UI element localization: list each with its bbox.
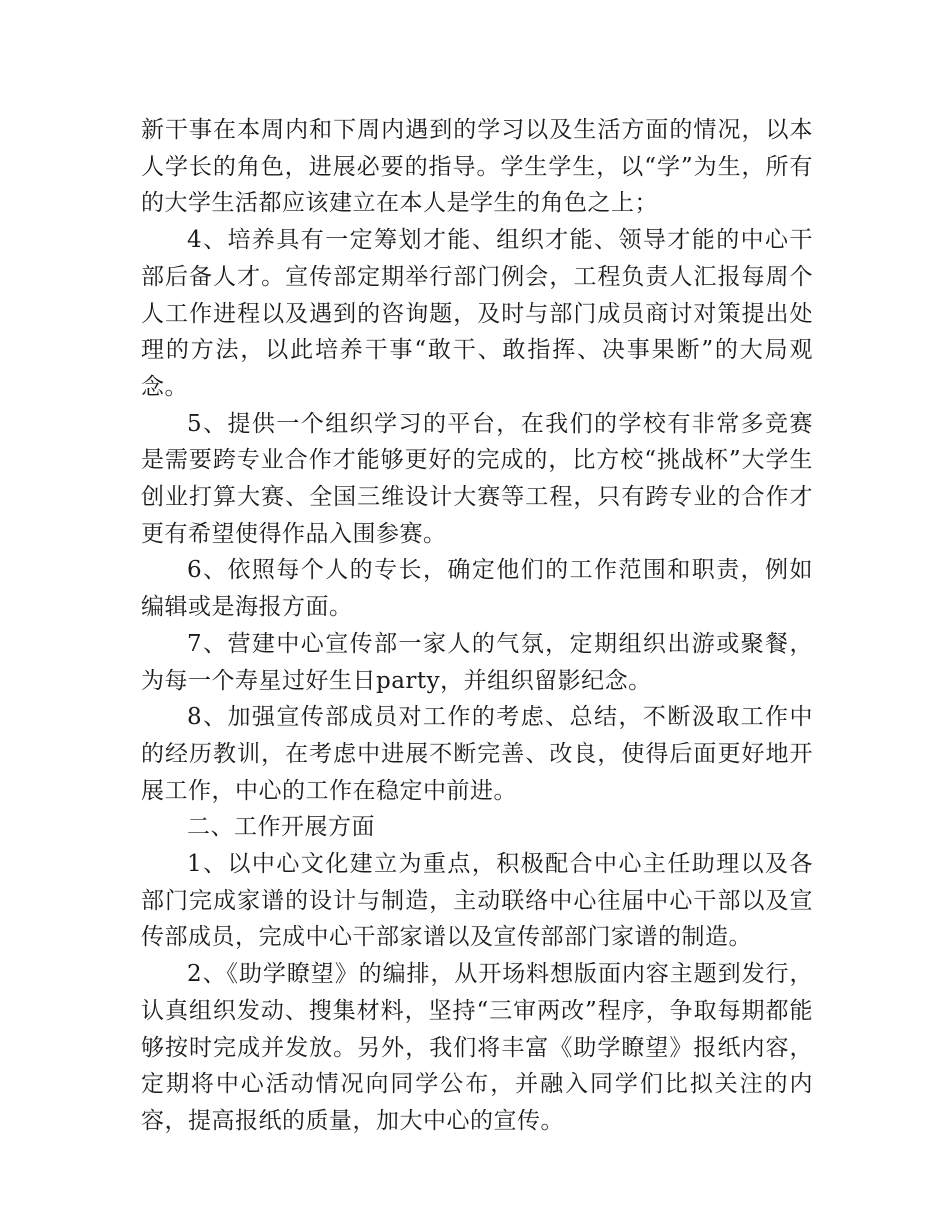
document-body — [141, 112, 813, 1140]
paragraph-item-6: 6、依照每个人的专长，确定他们的工作范围和职责，例如编辑或是海报方面。 — [141, 557, 813, 621]
paragraph-section2-item-2: 2、《助学瞭望》的编排，从开场料想版面内容主题到发行，认真组织发动、搜集材料，坚持“三审两改”程序，争取每期都能够按时完成并发放。另外，我们将丰富《助学瞭望》报纸内容，定期将中心活动情况向同学公布，并融入同学们比拟关注的内容，提高报纸的质量，加大中心的宣传。 — [141, 961, 813, 1134]
paragraph-continuation: 新干事在本周内和下周内遇到的学习以及生活方面的情况，以本人学长的角色，进展必要的指导。学生学生，以“学”为生，所有的大学生活都应该建立在本人是学生的角色之上； — [141, 117, 813, 217]
paragraph-section2-item-1: 1、以中心文化建立为重点，积极配合中心主任助理以及各部门完成家谱的设计与制造，主动联络中心往届中心干部以及宣传部成员，完成中心干部家谱以及宣传部部门家谱的制造。 — [141, 851, 813, 951]
paragraph-item-5: 5、提供一个组织学习的平台，在我们的学校有非常多竞赛是需要跨专业合作才能够更好的完成的，比方校“挑战杯”大学生创业打算大赛、全国三维设计大赛等工程，只有跨专业的合作才更有希望使得作品入围参赛。 — [141, 410, 813, 547]
paragraph-item-4: 4、培养具有一定筹划才能、组织才能、领导才能的中心干部后备人才。宣传部定期举行部门例会，工程负责人汇报每周个人工作进程以及遇到的咨询题，及时与部门成员商讨对策提出处理的方法，以此培养干事“敢干、敢指挥、决事果断”的大局观念。 — [141, 227, 813, 400]
section-heading-work-development: 二、工作开展方面 — [187, 814, 375, 841]
paragraph-item-8: 8、加强宣传部成员对工作的考虑、总结，不断汲取工作中的经历教训，在考虑中进展不断完善、改良，使得后面更好地开展工作，中心的工作在稳定中前进。 — [141, 704, 813, 804]
paragraph-item-7: 7、营建中心宣传部一家人的气氛，定期组织出游或聚餐，为每一个寿星过好生日party，并组织留影纪念。 — [141, 630, 813, 694]
